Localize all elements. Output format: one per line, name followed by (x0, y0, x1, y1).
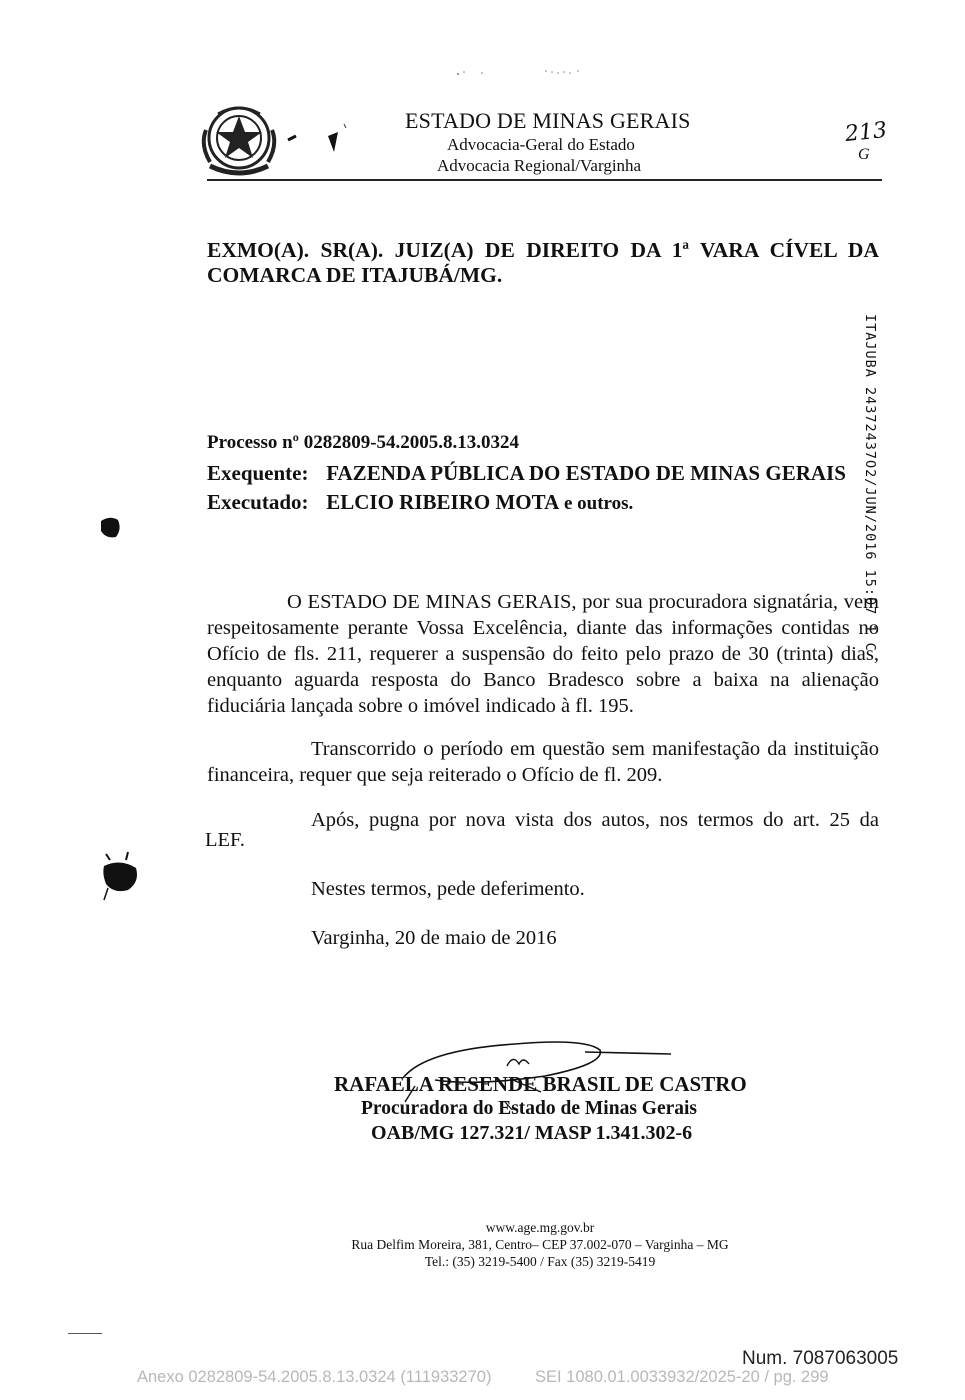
paragraph-vista-continuation: LEF. (205, 829, 245, 851)
executado-suffix: e outros. (559, 493, 634, 514)
ink-blot (98, 515, 122, 539)
executado-label: Executado: (207, 490, 309, 514)
addressee-line-1: EXMO(A). SR(A). JUIZ(A) DE DIREITO DA 1ª VARA CÍVEL DA (207, 238, 879, 262)
state-coat-of-arms-icon (198, 100, 280, 180)
paragraph-reiteration: Transcorrido o período em questão sem manifestação da instituição financeira, requer que seja reiterado o Ofício de fl. 209. (207, 738, 879, 786)
process-number: Processo nº 0282809-54.2005.8.13.0324 (207, 432, 520, 453)
signatory-role: Procuradora do Estado de Minas Gerais (361, 1098, 698, 1119)
margin-mark (68, 1333, 102, 1334)
annex-watermark: Anexo 0282809-54.2005.8.13.0324 (111933270) (137, 1368, 492, 1386)
closing-formula: Nestes termos, pede deferimento. (311, 878, 585, 900)
header-subtitle-agency: Advocacia-Geral do Estado (447, 135, 635, 154)
ink-blot (100, 850, 140, 902)
document-number: Num. 7087063005 (742, 1348, 899, 1369)
exequente-value: FAZENDA PÚBLICA DO ESTADO DE MINAS GERAIS (326, 461, 846, 485)
paragraph-request: O ESTADO DE MINAS GERAIS, por sua procuradora signatária, vem respeitosamente perante Vossa Excelência, diante das informações contidas no Ofício de fls. 211, requerer a suspensão do feito pelo prazo de 30 (trinta) dias, enquanto aguarda resposta do Banco Bradesco sobre a baixa na alienação fiduciária lançada sobre o imóvel indicado à fl. 195. (207, 591, 879, 717)
signatory-name: RAFAELA RESENDE BRASIL DE CASTRO (334, 1072, 747, 1096)
header-title: ESTADO DE MINAS GERAIS (405, 108, 691, 133)
exequente-label: Exequente: (207, 461, 309, 485)
protocol-stamp-text: ITAJUBA 24372437O2/JUN/2016 15:07 1 C (862, 314, 878, 652)
sei-page-watermark: SEI 1080.01.0033932/2025-20 / pg. 299 (535, 1368, 829, 1386)
header-subtitle-office: Advocacia Regional/Varginha (437, 156, 642, 175)
handwritten-folio-mark: G (858, 146, 870, 163)
executado-row (207, 490, 633, 515)
handwritten-folio-number: 213 (843, 117, 889, 148)
scan-mark (286, 122, 356, 162)
footer-website: www.age.mg.gov.br (485, 1220, 595, 1235)
place-and-date: Varginha, 20 de maio de 2016 (311, 927, 557, 949)
paragraph-vista-line: Após, pugna por nova vista dos autos, nos termos do art. 25 da (311, 809, 879, 831)
signatory-registration: OAB/MG 127.321/ MASP 1.341.302-6 (371, 1122, 693, 1144)
footer-address: Rua Delfim Moreira, 381, Centro– CEP 37.002-070 – Varginha – MG (351, 1237, 729, 1252)
executado-value: ELCIO RIBEIRO MOTA (326, 490, 560, 514)
protocol-stamp (860, 314, 880, 652)
scan-specks (440, 62, 590, 82)
exequente-row (207, 461, 846, 486)
addressee-line-2: COMARCA DE ITAJUBÁ/MG. (207, 263, 503, 287)
header-divider (207, 179, 882, 181)
footer-phone: Tel.: (35) 3219-5400 / Fax (35) 3219-5419 (424, 1254, 656, 1269)
